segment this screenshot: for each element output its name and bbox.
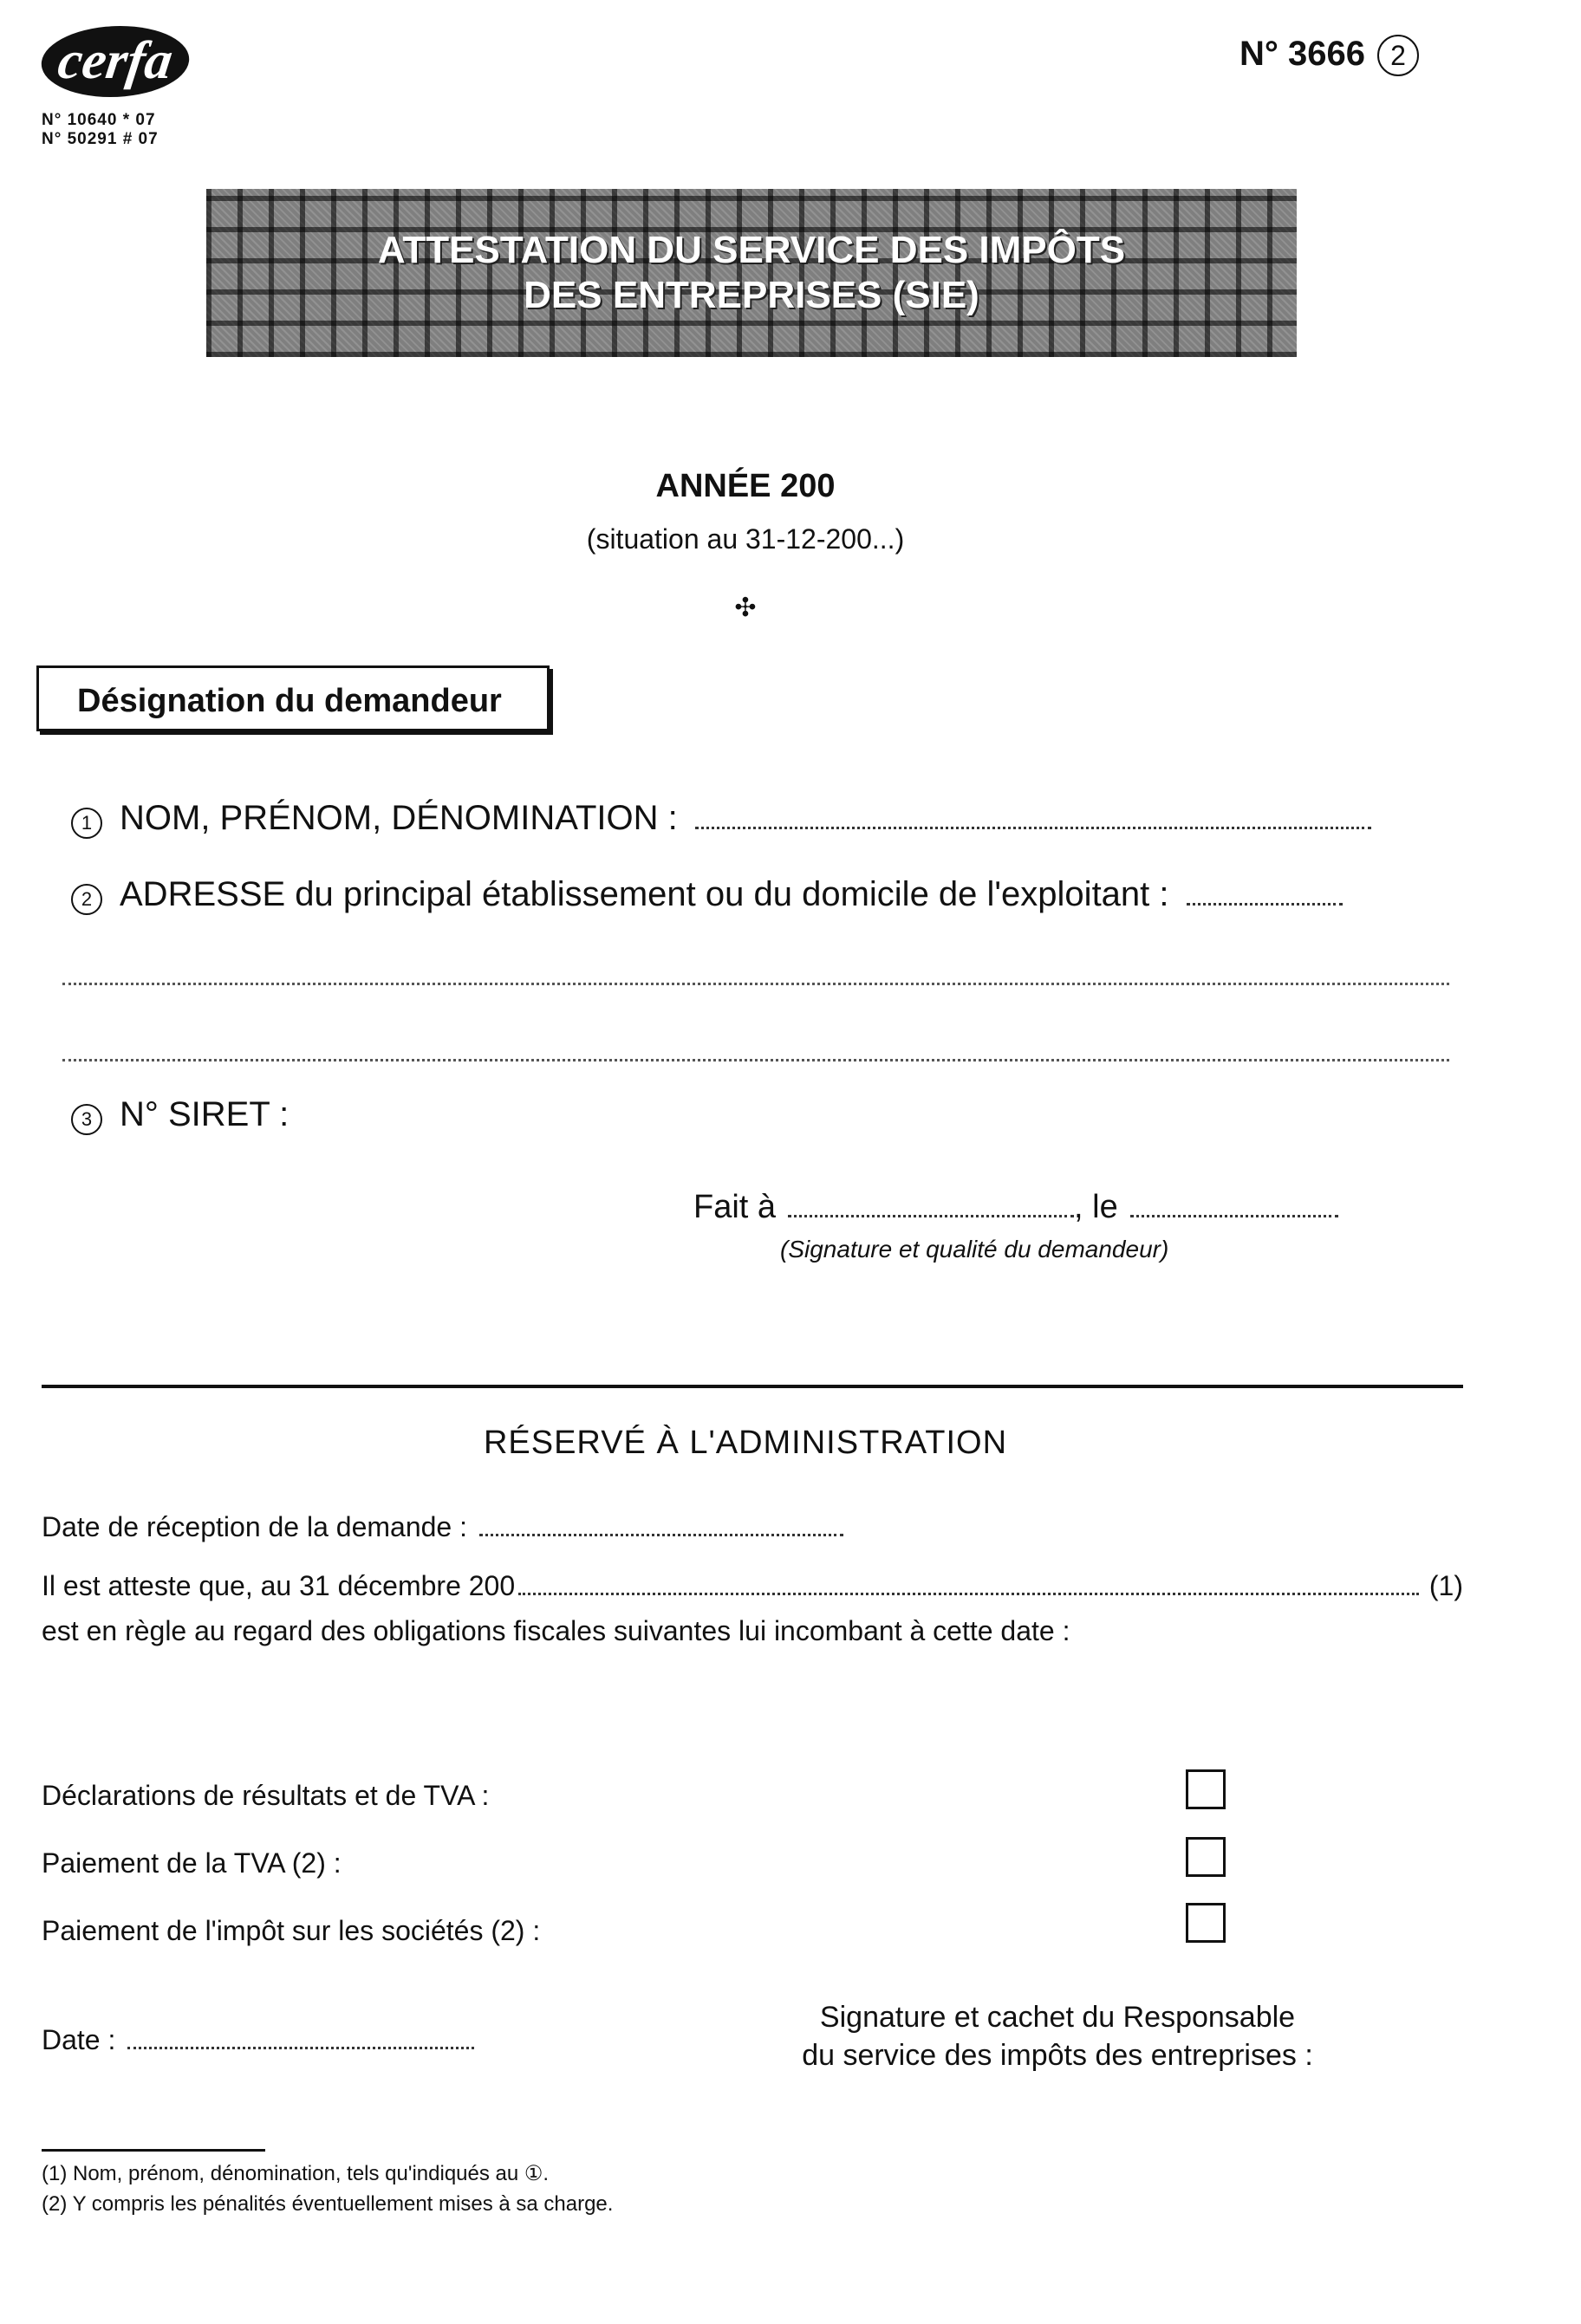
cerfa-logo: cerfa xyxy=(36,26,194,97)
admin-date-label: Date : xyxy=(42,2024,116,2055)
form-reference-1: N° 10640 * 07 xyxy=(42,111,156,129)
form-number-text: N° 3666 xyxy=(1239,35,1365,73)
admin-date-field[interactable] xyxy=(42,2024,474,2056)
address-line-3[interactable] xyxy=(62,1059,1449,1061)
applicant-section-title: Désignation du demandeur xyxy=(36,665,550,731)
place-input-line[interactable] xyxy=(788,1215,1074,1217)
admin-section-title: RÉSERVÉ À L'ADMINISTRATION xyxy=(483,1425,1008,1461)
checkbox-tva[interactable] xyxy=(1186,1837,1226,1877)
reception-date-input-line[interactable] xyxy=(479,1534,843,1536)
address-label: ADRESSE du principal établissement ou du domicile de l'exploitant : xyxy=(120,875,1169,913)
siret-label: N° SIRET : xyxy=(120,1095,290,1133)
place-date-line[interactable] xyxy=(693,1189,1338,1226)
check-label-declarations: Déclarations de résultats et de TVA : xyxy=(42,1780,490,1811)
responsible-signature-line-1: Signature et cachet du Responsable xyxy=(819,2001,1296,2034)
attestation-note: (1) xyxy=(1428,1570,1463,1601)
form-number xyxy=(1239,35,1419,76)
siret-field[interactable] xyxy=(71,1095,289,1135)
reception-date-label: Date de réception de la demande : xyxy=(42,1511,467,1542)
responsible-signature xyxy=(745,1998,1370,2074)
situation-date: (situation au 31-12-200...) xyxy=(586,523,905,555)
form-reference-2: N° 50291 # 07 xyxy=(42,130,159,148)
section-divider xyxy=(42,1385,1463,1388)
banner-line-2: DES ENTREPRISES (SIE) xyxy=(524,274,979,316)
circle-number-3: 3 xyxy=(71,1104,102,1135)
footnote-1: (1) Nom, prénom, dénomination, tels qu'indiqués au ①. xyxy=(42,2162,550,2185)
banner-line-1: ATTESTATION DU SERVICE DES IMPÔTS xyxy=(377,229,1126,271)
checkbox-declarations[interactable] xyxy=(1186,1769,1226,1809)
address-input-line[interactable] xyxy=(1187,903,1343,906)
admin-date-input-line[interactable] xyxy=(127,2047,474,2049)
applicant-signature-hint: (Signature et qualité du demandeur) xyxy=(780,1236,1169,1263)
attestation-prefix: Il est atteste que, au 31 décembre 200 xyxy=(42,1570,516,1601)
check-label-impot-societes: Paiement de l'impôt sur les sociétés (2) : xyxy=(42,1915,541,1946)
responsible-signature-line-2: du service des impôts des entreprises : xyxy=(802,2039,1313,2072)
attestation-input-line[interactable] xyxy=(518,1593,1419,1595)
name-label: NOM, PRÉNOM, DÉNOMINATION : xyxy=(120,799,678,837)
checkbox-impot-societes[interactable] xyxy=(1186,1903,1226,1943)
reception-date-field[interactable] xyxy=(42,1511,843,1543)
name-input-line[interactable] xyxy=(695,827,1371,829)
form-number-circle: 2 xyxy=(1377,35,1419,76)
check-label-tva: Paiement de la TVA (2) : xyxy=(42,1847,342,1879)
ornament-icon: ✣ xyxy=(734,594,757,622)
footnote-2: (2) Y compris les pénalités éventuellement mises à sa charge. xyxy=(42,2192,614,2216)
address-field[interactable] xyxy=(71,875,1343,915)
attestation-line[interactable] xyxy=(42,1570,1463,1602)
le-label: , le xyxy=(1074,1189,1118,1225)
address-line-2[interactable] xyxy=(62,983,1449,985)
circle-number-1: 1 xyxy=(71,808,102,839)
attestation-line-2: est en règle au regard des obligations fiscales suivantes lui incombant à cette date : xyxy=(42,1615,1070,1646)
year-title: ANNÉE 200 xyxy=(655,468,836,504)
circle-number-2: 2 xyxy=(71,884,102,915)
name-field[interactable] xyxy=(71,799,1371,839)
title-banner xyxy=(206,189,1297,357)
fait-a-label: Fait à xyxy=(693,1189,777,1225)
date-input-line[interactable] xyxy=(1130,1215,1338,1217)
footnote-divider xyxy=(42,2149,265,2152)
